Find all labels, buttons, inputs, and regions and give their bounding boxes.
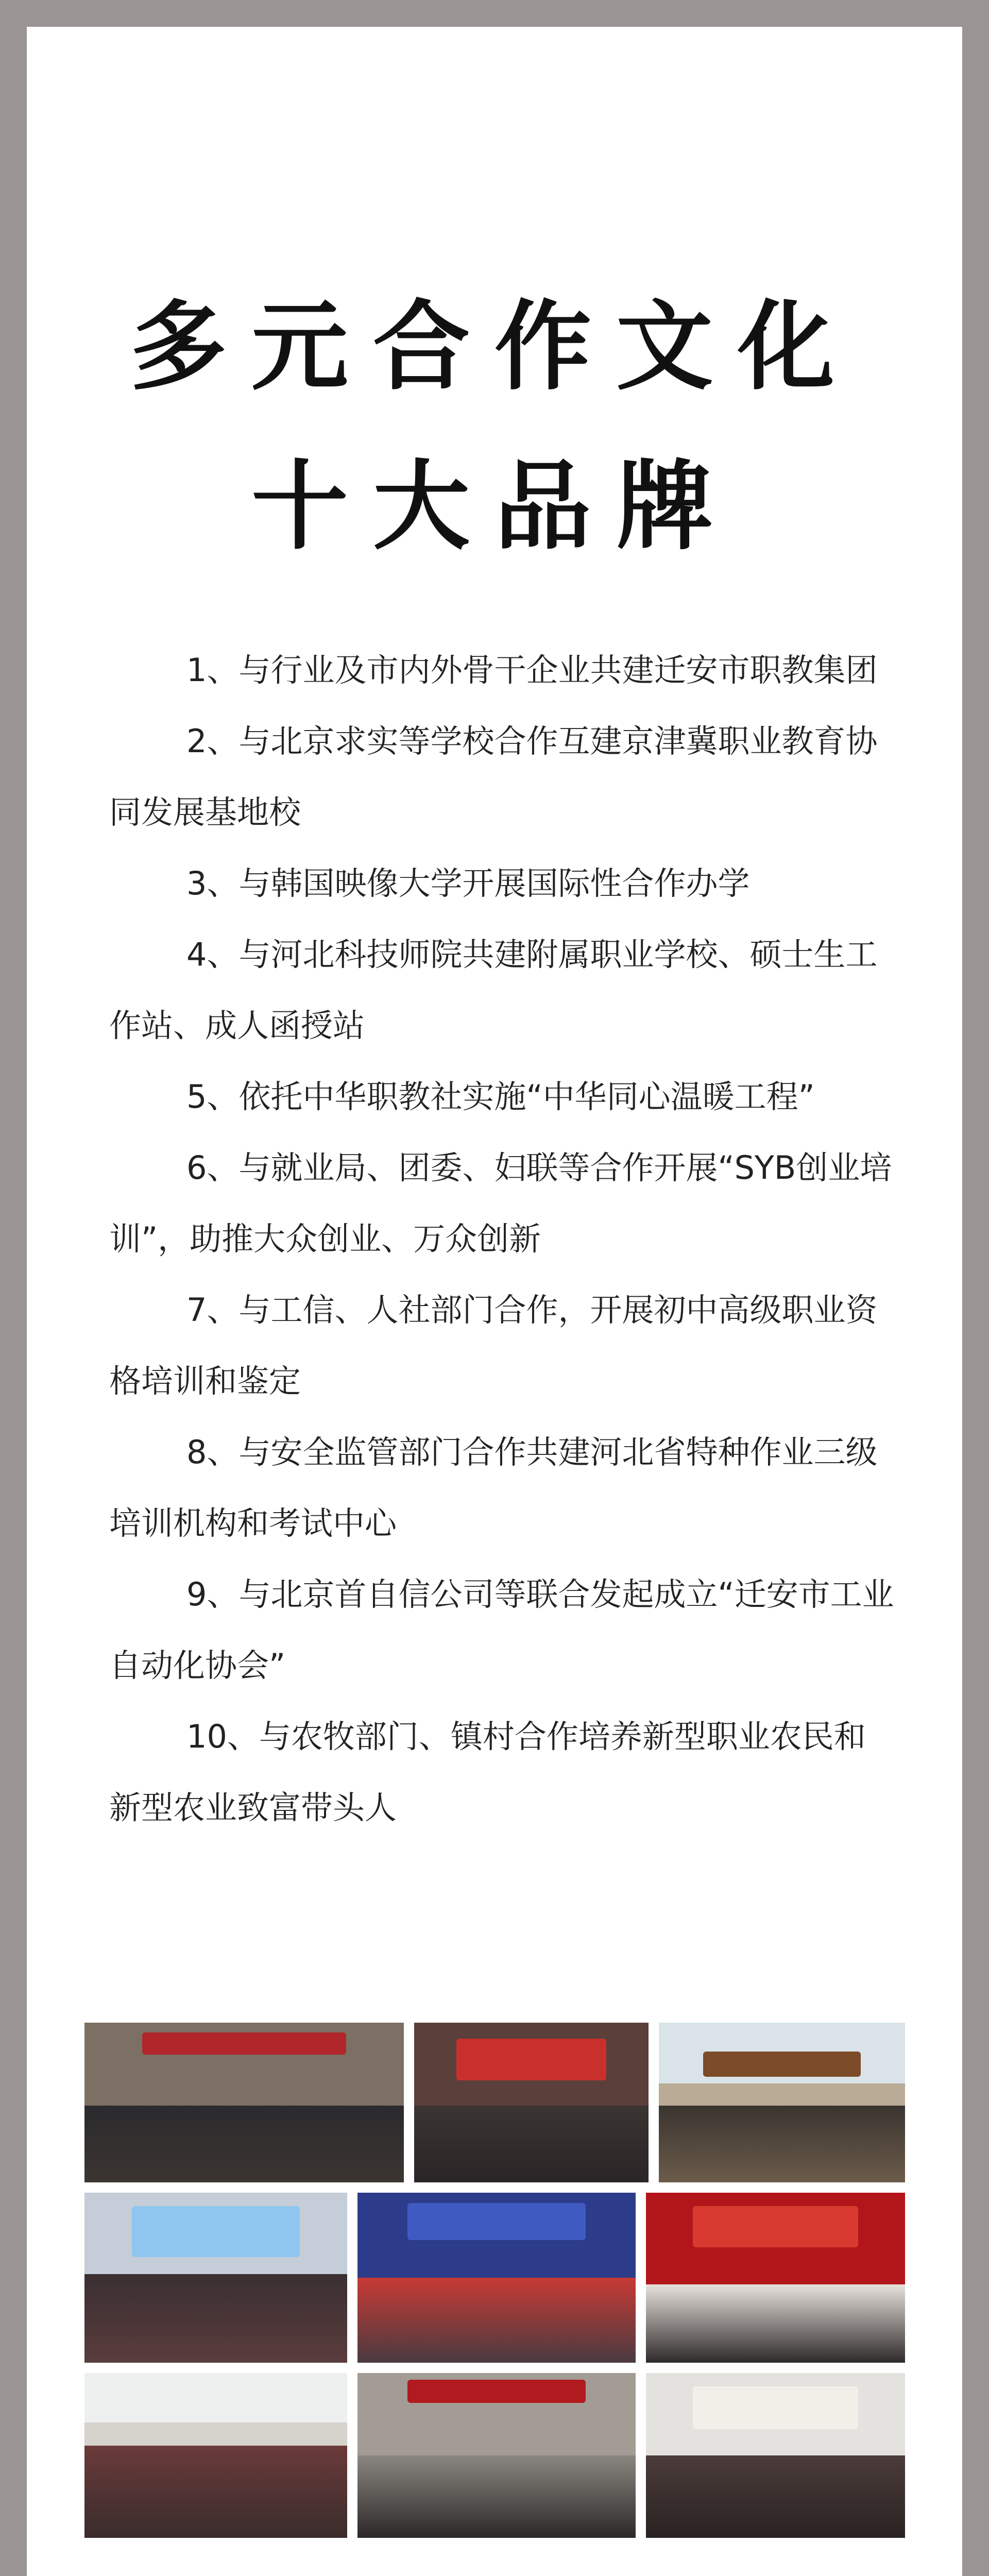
photo-gate-group xyxy=(659,2023,905,2182)
photo-group-meeting xyxy=(84,2023,404,2182)
photo-training-class xyxy=(84,2193,347,2363)
photo-seminar-room xyxy=(646,2373,905,2538)
brand-list xyxy=(109,635,897,1843)
brand-item-5: 5、依托中华职教社实施“中华同心温暖工程” xyxy=(186,1078,815,1115)
poster-panel xyxy=(27,27,962,2576)
brand-item-10: 10、与农牧部门、镇村合作培养新型职业农民和新型农业致富带头人 xyxy=(109,1718,866,1826)
brand-item-7: 7、与工信、人社部门合作，开展初中高级职业资格培训和鉴定 xyxy=(109,1291,878,1400)
brand-item-8: 8、与安全监管部门合作共建河北省特种作业三级培训机构和考试中心 xyxy=(109,1433,878,1542)
brand-item-4: 4、与河北科技师院共建附属职业学校、硕士生工作站、成人函授站 xyxy=(109,936,878,1044)
brand-item-9: 9、与北京首自信公司等联合发起成立“迁安市工业自动化协会” xyxy=(109,1575,894,1684)
poster-title-line2: 十大品牌 xyxy=(251,450,738,563)
photo-lecture-hall xyxy=(84,2373,347,2538)
photo-classroom-screen xyxy=(414,2023,649,2182)
brand-item-3: 3、与韩国映像大学开展国际性合作办学 xyxy=(186,865,750,902)
photo-plaque-ceremony xyxy=(357,2193,636,2363)
photo-signing-ceremony xyxy=(646,2193,905,2363)
brand-item-6: 6、与就业局、团委、妇联等合作开展“SYB创业培训”，助推大众创业、万众创新 xyxy=(109,1149,892,1258)
brand-item-1: 1、与行业及市内外骨干企业共建迁安市职教集团 xyxy=(186,651,878,689)
brand-item-2: 2、与北京求实等学校合作互建京津冀职业教育协同发展基地校 xyxy=(109,722,878,831)
photo-workstation-unveiling xyxy=(357,2373,636,2538)
poster-title-line1: 多元合作文化 xyxy=(130,291,859,403)
